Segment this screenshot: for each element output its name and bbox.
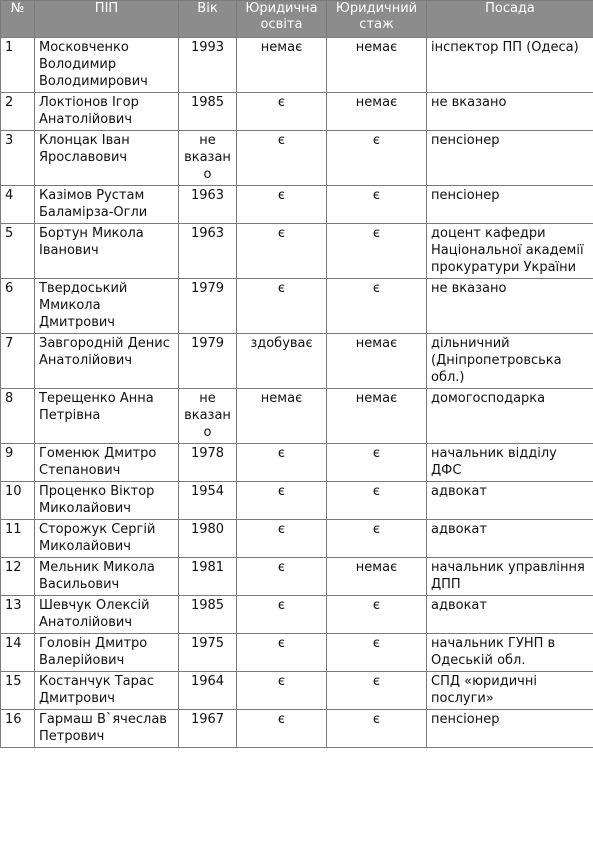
legal-education-cell: є xyxy=(237,131,327,186)
legal-experience-cell: немає xyxy=(327,558,427,596)
candidate-name-cell: Гармаш В`ячеслав Петрович xyxy=(35,710,179,748)
legal-experience-cell: немає xyxy=(327,389,427,444)
header-num: № xyxy=(1,1,35,38)
table-row xyxy=(1,93,593,131)
table-row xyxy=(1,444,593,482)
row-number-cell: 10 xyxy=(1,482,35,520)
header-position: Посада xyxy=(427,1,593,38)
row-number-cell: 8 xyxy=(1,389,35,444)
candidate-name-cell: Московченко Володимир Володимирович xyxy=(35,38,179,93)
legal-education-cell: є xyxy=(237,444,327,482)
table-row xyxy=(1,279,593,334)
birth-year-cell: 1967 xyxy=(179,710,237,748)
header-name: ПІП xyxy=(35,1,179,38)
legal-experience-cell: немає xyxy=(327,93,427,131)
header-experience: Юридичний стаж xyxy=(327,1,427,38)
header-age: Вік xyxy=(179,1,237,38)
row-number-cell: 4 xyxy=(1,186,35,224)
candidate-name-cell: Клонцак Іван Ярославович xyxy=(35,131,179,186)
candidate-name-cell: Бортун Микола Іванович xyxy=(35,224,179,279)
table-row xyxy=(1,334,593,389)
position-cell: начальник ГУНП в Одеській обл. xyxy=(427,634,593,672)
table-row xyxy=(1,224,593,279)
legal-experience-cell: є xyxy=(327,710,427,748)
legal-experience-cell: є xyxy=(327,279,427,334)
table-row xyxy=(1,558,593,596)
birth-year-cell: не вказано xyxy=(179,389,237,444)
legal-experience-cell: є xyxy=(327,520,427,558)
row-number-cell: 13 xyxy=(1,596,35,634)
table-row xyxy=(1,482,593,520)
legal-experience-cell: немає xyxy=(327,38,427,93)
birth-year-cell: 1963 xyxy=(179,186,237,224)
legal-experience-cell: є xyxy=(327,186,427,224)
legal-education-cell: є xyxy=(237,93,327,131)
candidate-name-cell: Терещенко Анна Петрівна xyxy=(35,389,179,444)
legal-experience-cell: немає xyxy=(327,334,427,389)
birth-year-cell: 1954 xyxy=(179,482,237,520)
row-number-cell: 16 xyxy=(1,710,35,748)
row-number-cell: 7 xyxy=(1,334,35,389)
legal-education-cell: є xyxy=(237,558,327,596)
legal-experience-cell: є xyxy=(327,224,427,279)
candidate-name-cell: Сторожук Сергій Миколайович xyxy=(35,520,179,558)
position-cell: доцент кафедри Національної академії прокуратури України xyxy=(427,224,593,279)
position-cell: не вказано xyxy=(427,93,593,131)
header-education: Юридична освіта xyxy=(237,1,327,38)
candidate-name-cell: Гоменюк Дмитро Степанович xyxy=(35,444,179,482)
table-body xyxy=(1,38,593,748)
legal-education-cell: є xyxy=(237,596,327,634)
birth-year-cell: 1978 xyxy=(179,444,237,482)
birth-year-cell: не вказано xyxy=(179,131,237,186)
legal-education-cell: є xyxy=(237,224,327,279)
birth-year-cell: 1985 xyxy=(179,93,237,131)
table-row xyxy=(1,186,593,224)
legal-education-cell: немає xyxy=(237,38,327,93)
legal-education-cell: є xyxy=(237,279,327,334)
table-row xyxy=(1,389,593,444)
position-cell: начальник управління ДПП xyxy=(427,558,593,596)
candidate-name-cell: Костанчук Тарас Дмитрович xyxy=(35,672,179,710)
row-number-cell: 9 xyxy=(1,444,35,482)
position-cell: не вказано xyxy=(427,279,593,334)
legal-education-cell: є xyxy=(237,186,327,224)
position-cell: адвокат xyxy=(427,520,593,558)
table-row xyxy=(1,596,593,634)
legal-experience-cell: є xyxy=(327,444,427,482)
birth-year-cell: 1980 xyxy=(179,520,237,558)
row-number-cell: 5 xyxy=(1,224,35,279)
position-cell: адвокат xyxy=(427,596,593,634)
row-number-cell: 6 xyxy=(1,279,35,334)
table-row xyxy=(1,634,593,672)
legal-experience-cell: є xyxy=(327,672,427,710)
legal-education-cell: є xyxy=(237,482,327,520)
legal-experience-cell: є xyxy=(327,634,427,672)
position-cell: домогосподарка xyxy=(427,389,593,444)
legal-experience-cell: є xyxy=(327,482,427,520)
birth-year-cell: 1979 xyxy=(179,334,237,389)
candidate-name-cell: Завгородній Денис Анатолійович xyxy=(35,334,179,389)
legal-experience-cell: є xyxy=(327,131,427,186)
candidate-name-cell: Мельник Микола Васильович xyxy=(35,558,179,596)
candidate-name-cell: Проценко Віктор Миколайович xyxy=(35,482,179,520)
position-cell: адвокат xyxy=(427,482,593,520)
candidate-name-cell: Головін Дмитро Валерійович xyxy=(35,634,179,672)
table-row xyxy=(1,672,593,710)
table-row xyxy=(1,710,593,748)
birth-year-cell: 1979 xyxy=(179,279,237,334)
row-number-cell: 11 xyxy=(1,520,35,558)
row-number-cell: 3 xyxy=(1,131,35,186)
birth-year-cell: 1981 xyxy=(179,558,237,596)
row-number-cell: 12 xyxy=(1,558,35,596)
candidate-name-cell: Казімов Рустам Баламірза-Огли xyxy=(35,186,179,224)
legal-education-cell: є xyxy=(237,520,327,558)
birth-year-cell: 1963 xyxy=(179,224,237,279)
birth-year-cell: 1975 xyxy=(179,634,237,672)
position-cell: пенсіонер xyxy=(427,710,593,748)
candidate-name-cell: Локтіонов Ігор Анатолійович xyxy=(35,93,179,131)
candidate-name-cell: Шевчук Олексій Анатолійович xyxy=(35,596,179,634)
position-cell: пенсіонер xyxy=(427,131,593,186)
legal-education-cell: здобуває xyxy=(237,334,327,389)
legal-experience-cell: є xyxy=(327,596,427,634)
legal-education-cell: немає xyxy=(237,389,327,444)
table-row xyxy=(1,520,593,558)
birth-year-cell: 1964 xyxy=(179,672,237,710)
position-cell: СПД «юридичні послуги» xyxy=(427,672,593,710)
row-number-cell: 2 xyxy=(1,93,35,131)
position-cell: інспектор ПП (Одеса) xyxy=(427,38,593,93)
position-cell: начальник відділу ДФС xyxy=(427,444,593,482)
birth-year-cell: 1993 xyxy=(179,38,237,93)
legal-education-cell: є xyxy=(237,710,327,748)
legal-education-cell: є xyxy=(237,634,327,672)
table-row xyxy=(1,38,593,93)
table-header-row xyxy=(1,1,593,38)
legal-education-cell: є xyxy=(237,672,327,710)
position-cell: дільничний (Дніпропетровська обл.) xyxy=(427,334,593,389)
row-number-cell: 1 xyxy=(1,38,35,93)
candidate-name-cell: Твердоський Ммикола Дмитрович xyxy=(35,279,179,334)
row-number-cell: 14 xyxy=(1,634,35,672)
table-row xyxy=(1,131,593,186)
row-number-cell: 15 xyxy=(1,672,35,710)
birth-year-cell: 1985 xyxy=(179,596,237,634)
position-cell: пенсіонер xyxy=(427,186,593,224)
